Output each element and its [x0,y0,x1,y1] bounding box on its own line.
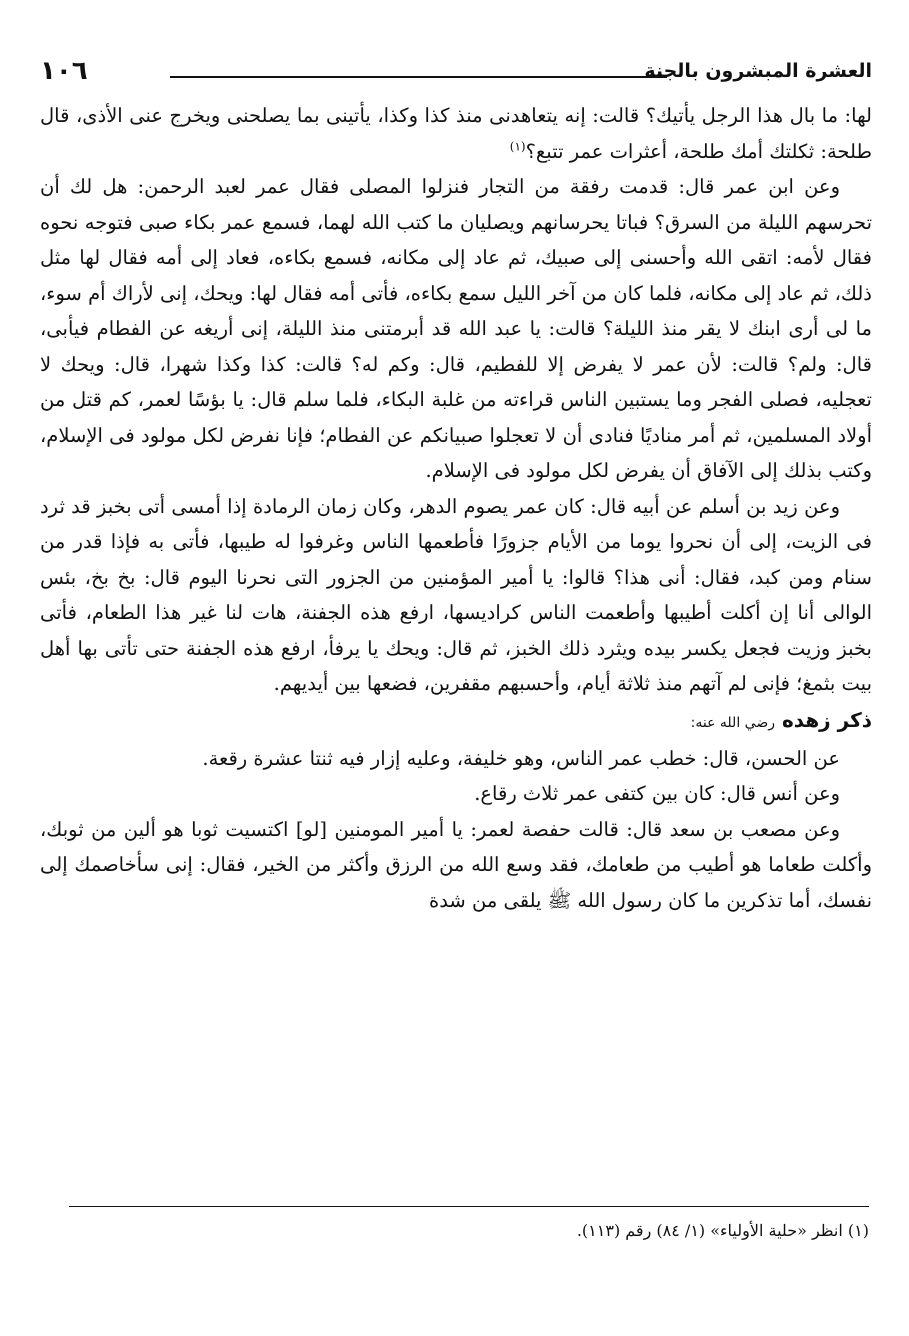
footnote-reference: (١) [509,139,526,153]
paragraph-4: عن الحسن، قال: خطب عمر الناس، وهو خليفة، وعليه إزار فيه ثنتا عشرة رقعة. [202,746,840,770]
paragraph-1 [40,98,872,169]
section-heading [40,702,872,741]
paragraph-text: لها: ما بال هذا الرجل يأتيك؟ قالت: إنه يتعاهدنى منذ كذا وكذا، يأتينى بما يصلحنى ويخرج عنى الأذى، قال طلحة: ثكلتك أمك طلحة، أعثرات عمر تتبع؟ [40,104,872,163]
footnote-separator [69,1206,869,1207]
running-title: العشرة المبشرون بالجنة [644,60,872,82]
header-rule [170,76,667,78]
main-text [40,98,872,918]
paragraph-2: وعن ابن عمر قال: قدمت رفقة من التجار فنزلوا المصلى فقال عمر لعبد الرحمن: هل لك أن تحرسهم الليلة من السرق؟ فباتا يحرسانهم ويصليان ما كتب الله لهما، فسمع عمر بكاء صبى فتوجه نحوه فقال لأمه: اتقى الله وأحسنى إلى صبيك، ثم عاد إلى مكانه، فسمع بكاءه، فعاد إلى أمه فقال لها مثل ذلك، ثم عاد إلى مكانه، فلما كان من آخر الليل سمع بكاءه، فأتى أمه فقال لها: ويحك، إنى لأراك أم سوء، ما لى أرى ابنك لا يقر منذ الليلة؟ قالت: يا عبد الله قد أبرمتنى منذ الليلة، إنى أريغه عن الفطام فيأبى، قال: ولم؟ قالت: لأن عمر لا يفرض إلا للفطيم، قال: وكم له؟ قالت: كذا وكذا شهرا، قال: ويحك لا تعجليه، فصلى الفجر وما يستبين الناس قراءته من غلبة البكاء، فلما سلم قال: يا بؤسًا لعمر، كم قتل من أولاد المسلمين، ثم أمر مناديًا فنادى أن لا تعجلوا صبيانكم عن الفطام؛ فإنا نفرض لكل مولود فى الإسلام، وكتب بذلك إلى الآفاق أن يفرض لكل مولود فى الإسلام. [40,175,872,482]
page-number: ١٠٦ [40,56,88,86]
section-heading-text: ذكر زهده [781,707,872,732]
page-header [40,56,872,96]
paragraph-5: وعن أنس قال: كان بين كتفى عمر ثلاث رقاع. [474,782,840,805]
paragraph-3: وعن زيد بن أسلم عن أبيه قال: كان عمر يصوم الدهر، وكان زمان الرمادة إذا أمسى أتى بخبز قد ثرد فى الزيت، إلى أن نحروا يوما من الأيام جزورًا فأطعمها الناس وغرفوا له طيبها، فأتى به فإذا قدر من سنام ومن كبد، فقال: أنى هذا؟ قالوا: يا أمير المؤمنين من الجزور التى نحرنا اليوم قال: بخ بخ، بئس الوالى أنا إن أكلت أطيبها وأطعمت الناس كراديسها، ارفع هذه الجفنة، هات لنا غير هذا الطعام، فأتى بخبز وزيت فجعل يكسر بيده ويثرد ذلك الخبز، ثم قال: ويحك يا يرفأ، ارفع هذه الجفنة حتى تأتى بها أهل بيت بثمغ؛ فإنى لم آتهم منذ ثلاثة أيام، وأحسبهم مقفرين، فضعها بين أيديهم. [40,494,872,695]
paragraph-6: وعن مصعب بن سعد قال: قالت حفصة لعمر: يا أمير المومنين [لو] اكتسيت ثوبا هو ألين من ثوبك، وأكلت طعاما هو أطيب من طعامك، فقد وسع الله من الرزق وأكثر من الخير، فقال: إنى سأخاصمك إلى نفسك، أما تذكرين ما كان رسول الله ﷺ يلقى من شدة [40,817,872,912]
honorific-glyph: رضي الله عنه: [690,714,775,731]
footnote: (١) انظر «حلية الأولياء» (١/ ٨٤) رقم (١١٣). [576,1221,869,1240]
